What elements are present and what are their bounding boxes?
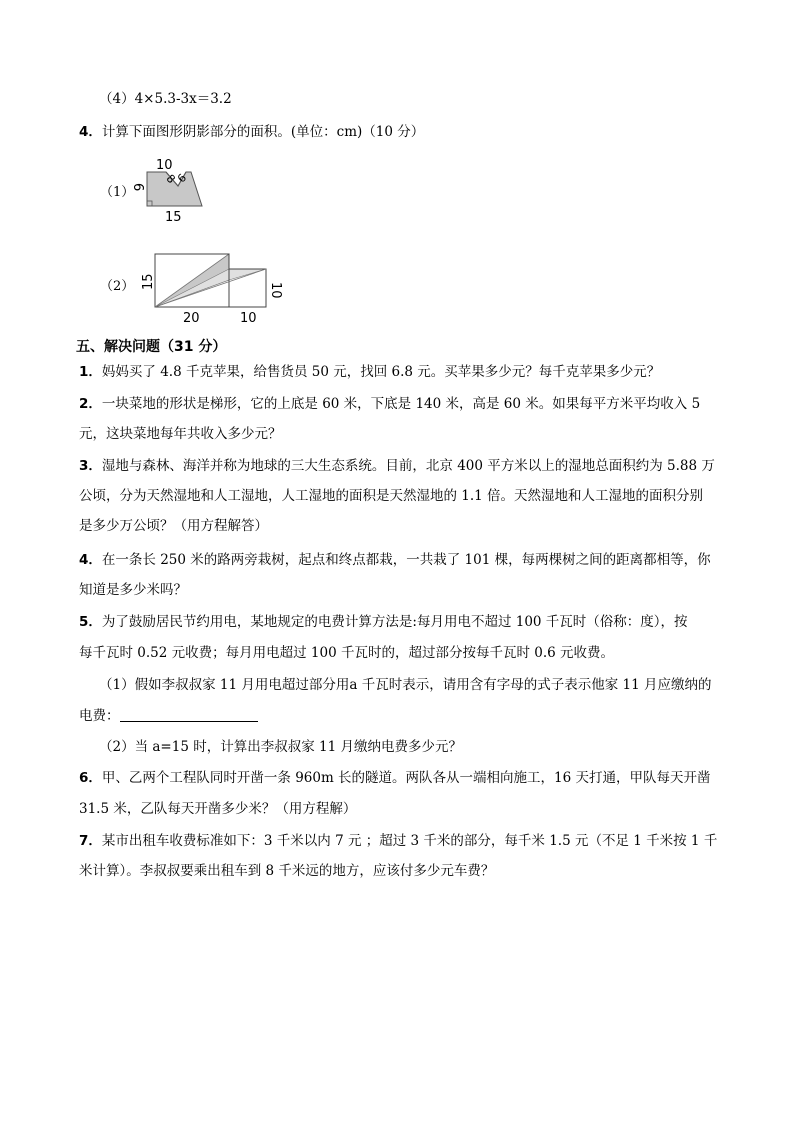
figure-1-trapezoid (130, 155, 214, 225)
problem-1-number: 1． (79, 364, 102, 380)
figure-2-bottom1-label: 20 (183, 311, 200, 326)
problem-7-line-1: 某市出租车收费标准如下：3 千米以内 7 元 ；超过 3 千米的部分，每千米 1.5 元（不足 1 千米按 1 千 (101, 833, 718, 849)
problem-4-number: 4． (79, 552, 102, 568)
problem-4-line-2: 知道是多少米吗？ (79, 582, 187, 598)
question-4-number: 4． (79, 124, 102, 140)
figure-1-diag2-label: 6 (174, 171, 190, 186)
problem-7 (79, 831, 717, 851)
problem-5-sub-2: （2）当 a=15 时，计算出李叔叔家 11 月缴纳电费多少元？ (99, 739, 462, 755)
problem-5-number: 5． (79, 614, 102, 630)
problem-5-line-2: 每千瓦时 0.52 元收费；每月用电超过 100 千瓦时的，超过部分按每千瓦时 0.6 元收费。 (79, 645, 615, 661)
problem-3 (79, 456, 715, 476)
figure-2-right-label: 10 (268, 282, 283, 299)
figure-1-bottom-label: 15 (165, 210, 182, 225)
problem-5-sub-1-line-1: （1）假如李叔叔家 11 月用电超过部分用a 千瓦时表示，请用含有字母的式子表示他家 11 月应缴纳的 (99, 677, 712, 693)
question-4-text: 计算下面图形阴影部分的面积。(单位：cm)（10 分） (101, 124, 425, 140)
figure-2-rectangles (136, 244, 286, 326)
problem-1 (79, 362, 660, 382)
problem-5-sub-1-line-2 (79, 706, 258, 726)
problem-5-sub-1-label: 电费： (79, 708, 120, 724)
problem-3-line-2: 公顷，分为天然湿地和人工湿地，人工湿地的面积是天然湿地的 1.1 倍。天然湿地和人工湿地的面积分别 (79, 488, 704, 504)
figure-1-diag1-label: 8 (163, 171, 178, 187)
problem-2-line-2: 元，这块菜地每年共收入多少元？ (79, 426, 282, 442)
question-4 (79, 122, 424, 142)
figure-1-top-label: 10 (156, 158, 173, 173)
problem-7-number: 7． (79, 833, 102, 849)
problem-2-line-1: 一块菜地的形状是梯形，它的上底是 60 米，下底是 140 米，高是 60 米。如果每平方米平均收入 5 (101, 396, 701, 412)
problem-7-line-2: 米计算）。李叔叔要乘出租车到 8 千米远的地方，应该付多少元车费？ (79, 863, 495, 879)
problem-2-number: 2． (79, 396, 102, 412)
problem-6-number: 6． (79, 770, 102, 786)
problem-5-line-1: 为了鼓励居民节约用电，某地规定的电费计算方法是:每月用电不超过 100 千瓦时（俗称：度），按 (101, 614, 688, 630)
problem-4 (79, 550, 711, 570)
answer-blank[interactable] (120, 707, 258, 722)
problem-3-line-1: 湿地与森林、海洋并称为地球的三大生态系统。目前，北京 400 平方米以上的湿地总面积约为 5.88 万 (101, 458, 715, 474)
figure-2-bottom2-label: 10 (240, 311, 257, 326)
problem-6-line-2: 31.5 米，乙队每天开凿多少米？（用方程解） (79, 801, 357, 817)
problem-1-line-1: 妈妈买了 4.8 千克苹果，给售货员 50 元，找回 6.8 元。买苹果多少元？每千克苹果多少元？ (101, 364, 661, 380)
figure-2-label: （2） (100, 279, 135, 294)
problem-3-number: 3． (79, 458, 102, 474)
problem-2 (79, 394, 700, 414)
problem-6-line-1: 甲、乙两个工程队同时开凿一条 960m 长的隧道。两队各从一端相向施工，16 天打通，甲队每天开凿 (101, 770, 711, 786)
figure-2-left-label: 15 (141, 273, 156, 290)
section-5-title: 五、解决问题（31 分） (76, 339, 227, 355)
problem-4-line-1: 在一条长 250 米的路两旁栽树，起点和终点都栽，一共栽了 101 棵，每两棵树之间的距离都相等，你 (101, 552, 711, 568)
figure-1-left-label: 6 (130, 183, 145, 192)
equation-4: （4）4×5.3-3x＝3.2 (99, 91, 232, 107)
problem-6 (79, 768, 711, 788)
problem-5 (79, 612, 688, 632)
problem-3-line-3: 是多少万公顷？（用方程解答） (79, 518, 268, 534)
figure-1-label: （1） (100, 185, 135, 200)
